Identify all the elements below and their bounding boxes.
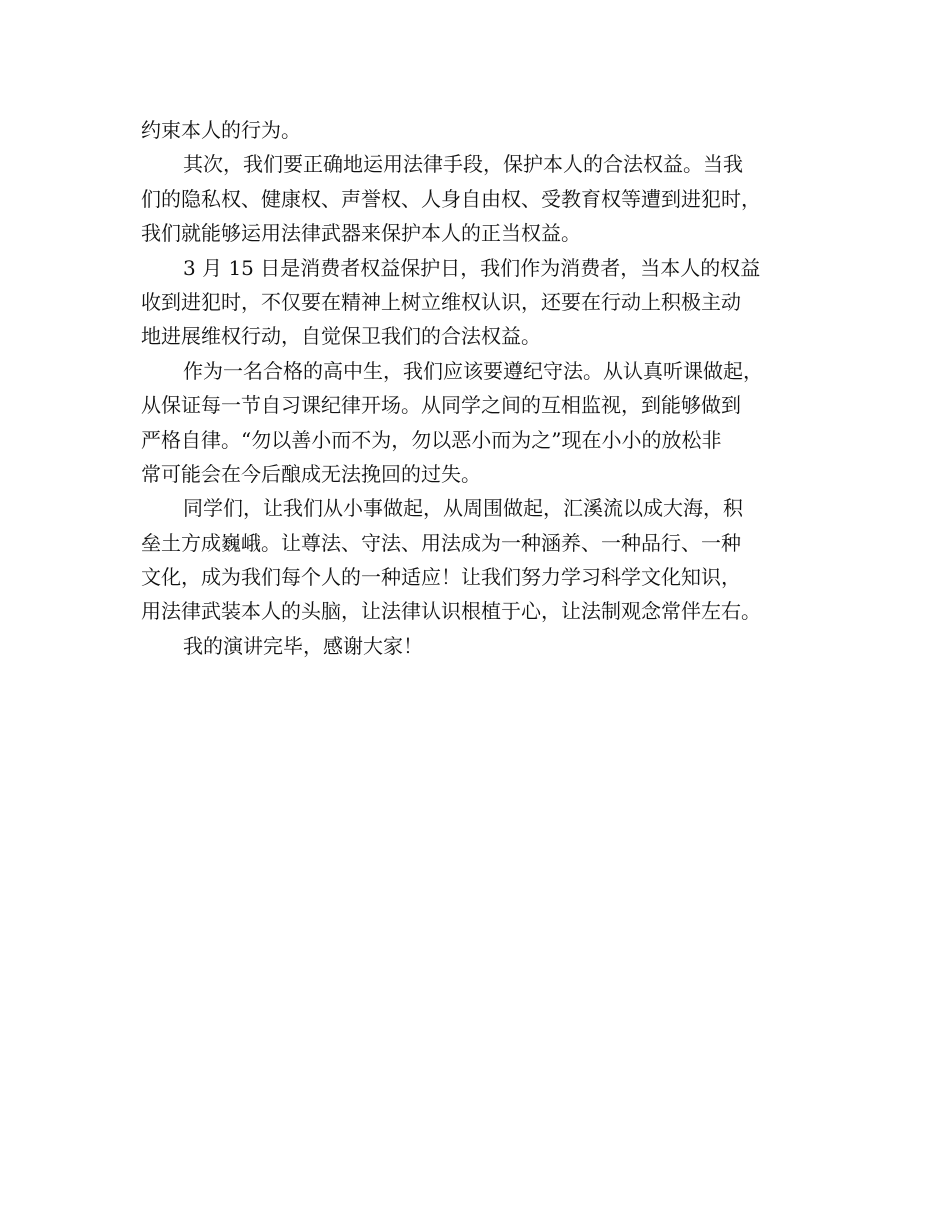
paragraph-4 — [141, 354, 831, 492]
paragraph-line: 收到进犯时，不仅要在精神上树立维权认识，还要在行动上积极主动 — [141, 289, 741, 314]
paragraph-line: 常可能会在今后酿成无法挽回的过失。 — [141, 461, 481, 486]
paragraph-3 — [141, 251, 831, 354]
paragraph-line: 3 月 15 日是消费者权益保护日，我们作为消费者，当本人的权益 — [183, 255, 761, 280]
paragraph-line: 们的隐私权、健康权、声誉权、人身自由权、受教育权等遭到进犯时， — [141, 186, 761, 211]
paragraph-line: 我的演讲完毕，感谢大家！ — [183, 633, 423, 658]
paragraph-line: 我们就能够运用法律武器来保护本人的正当权益。 — [141, 221, 581, 246]
paragraph-line: 从保证每一节自习课纪律开场。从同学之间的互相监视，到能够做到 — [141, 393, 741, 418]
paragraph-line: 同学们，让我们从小事做起，从周围做起，汇溪流以成大海，积 — [183, 496, 743, 521]
document-body — [141, 113, 831, 663]
paragraph-line: 其次，我们要正确地运用法律手段，保护本人的合法权益。当我 — [183, 152, 743, 177]
paragraph-line: 用法律武装本人的头脑，让法律认识根植于心，让法制观念常伴左右。 — [141, 599, 761, 624]
paragraph-line: 地进展维权行动，自觉保卫我们的合法权益。 — [141, 324, 541, 349]
paragraph-line: 严格自律。“勿以善小而不为，勿以恶小而为之”现在小小的放松非 — [141, 427, 722, 452]
paragraph-6 — [141, 629, 831, 663]
paragraph-line: 文化，成为我们每个人的一种适应！让我们努力学习科学文化知识， — [141, 565, 741, 590]
paragraph-line: 垒土方成巍峨。让尊法、守法、用法成为一种涵养、一种品行、一种 — [141, 530, 741, 555]
paragraph-5 — [141, 491, 831, 629]
paragraph-2 — [141, 147, 831, 250]
paragraph-line: 约束本人的行为。 — [141, 118, 301, 142]
paragraph-1 — [141, 113, 831, 147]
paragraph-line: 作为一名合格的高中生，我们应该要遵纪守法。从认真听课做起， — [183, 358, 763, 383]
